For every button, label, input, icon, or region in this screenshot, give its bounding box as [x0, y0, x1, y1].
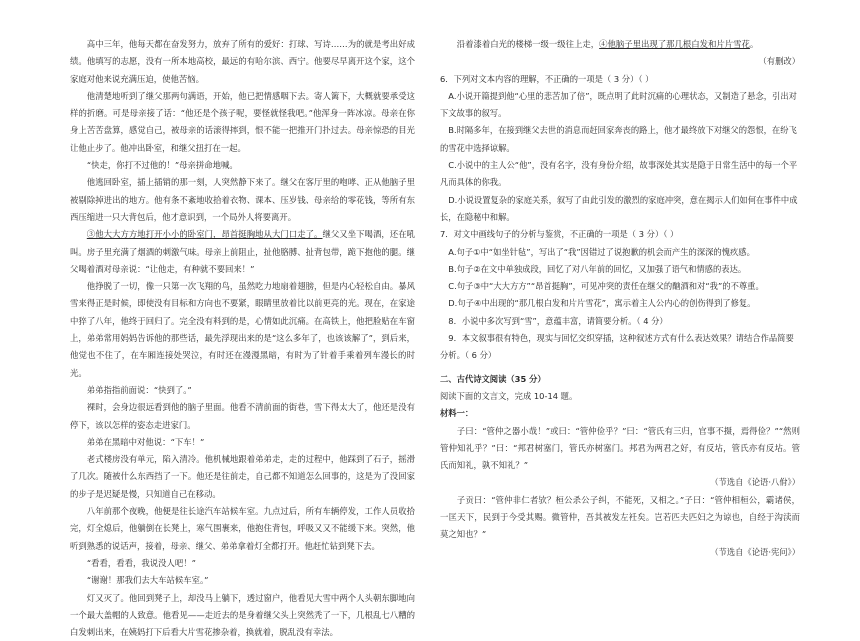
underlined-sentence-3: ③他大大方方地打开小小的卧室门，昂首挺胸地从大门口走了。 [87, 229, 323, 239]
option-d: D.句子④中出现的“那几根白发和片片雪花”，寓示着主人公内心的创伤得到了修复。 [440, 295, 800, 312]
classical-text: 子贡曰：“管仲非仁者欤？桓公杀公子纠，不能死，又相之。”子曰：“管仲相桓公，霸诸侯，一匡天下，民到于今受其赐。微管仲，吾其被发左衽矣。岂若匹夫匹妇之为谅也，自经于沟渎而莫之知也？” [440, 492, 800, 544]
question-7 [440, 226, 800, 312]
source-note: （节选自《论语·八佾》） [440, 474, 800, 491]
passage-paragraph: “谢谢！那我们去大车站候车室。” [70, 572, 415, 589]
passage-paragraph [70, 226, 415, 278]
option-b: B.时隔多年，在接到继父去世的消息而赶回家奔丧的路上，他才最终放下对继父的怨恨，在纷飞的雪花中选择谅解。 [440, 122, 800, 157]
option-a: A.小说开篇提到他“心里的悲苦加了倍”，既点明了此时沉痛的心理状态，又制造了悬念，引出对下文故事的叙写。 [440, 88, 800, 123]
option-a: A.句子①中“如坐针毡”，写出了“我”因错过了说抱歉的机会而产生的深深的愧疚感。 [440, 244, 800, 261]
passage-paragraph: 他清楚地听到了继父那两句满语，开始，他已把情感咽下去。寄人篱下，大概就要承受这样的折磨。可是母亲接了话：“他还是个孩子呢，要怪就怪我吧。”他浑身一阵冰凉。母亲在你身上苦苦盘算，感觉自己，被母亲的话滚得摔到，恨不能一把推开门扑过去。母亲惊恐的目光让他止步了。他冲出卧室，和继父扭打在一起。 [70, 88, 415, 157]
option-c: C.小说中的主人公“他”，没有名字，没有身份介绍，故事深处其实是隐于日常生活中的每一个平凡而具体的你我。 [440, 157, 800, 192]
passage-paragraph: “快走，你打不过他的！”母亲拼命地喊。 [70, 157, 415, 174]
material-label: 材料一： [440, 405, 800, 422]
option-d: D.小说设置复杂的家庭关系，叙写了由此引发的激烈的家庭冲突，意在揭示人们如何在事件中成长，在隐秘中和解。 [440, 192, 800, 227]
passage-column [70, 36, 415, 641]
question-9: 9．本文叙事很有特色，现实与回忆交织穿插，这种叙述方式有什么表达效果？请结合作品简要分析。（ 6 分） [440, 330, 800, 365]
question-stem: 6．下列对文本内容的理解，不正确的一项是（ 3 分）（ ） [440, 71, 800, 88]
classical-text: 子曰：“管仲之器小哉！”或曰：“管仲俭乎？”曰：“管氏有三归，官事不摄，焉得俭？”“然则管仲知礼乎？”曰：“邦君树塞门，管氏亦树塞门。邦君为两君之好，有反坫，管氏亦有反坫。管氏而知礼，孰不知礼？” [440, 423, 800, 475]
passage-paragraph: 八年前那个夜晚，他便是往长途汽车站候车室。九点过后，所有车辆停发，工作人员收拾完，灯全熄后，他躺倒在长凳上，寒气围裹来，他抱住背包，呼吸又又不能缓下来。突然，他听到熟悉的说话声，接着，母亲、继父、弟弟拿着灯全都打开。他赶忙钻到凳下去。 [70, 503, 415, 555]
passage-text: 沿着漆着白光的楼梯一级一级往上走， [457, 39, 599, 49]
source-note: （节选自《论语·宪问》） [440, 544, 800, 561]
passage-paragraph: 弟弟指指前面说：“快到了。” [70, 382, 415, 399]
passage-ending [440, 36, 800, 53]
option-b: B.句子②在文中单独成段，回忆了对八年前的回忆，又加强了语气和情感的表达。 [440, 261, 800, 278]
section-2 [440, 371, 800, 423]
question-6 [440, 71, 800, 227]
passage-text: 。 [750, 39, 758, 49]
question-8: 8．小说中多次写到“雪”，意蕴丰富，请简要分析。（ 4 分） [440, 313, 800, 330]
adaptation-note: （有删改） [440, 53, 800, 70]
questions-column [440, 36, 800, 561]
passage-paragraph: 灯又灭了。他回到凳子上，却没马上躺下，透过窗户，他看见大雪中两个人头朝东脚地向一个最大盖帽的人致意。他看见——走近去的是身着继父头上突然秃了一下，几根乱七八糟的白发刺出来，在姨妈打下后看大片雪花掺杂着，换就着，脱乱没有幸法。 [70, 590, 415, 641]
passage-paragraph: 高中三年，他每天都在奋发努力，放弃了所有的爱好：打球、写诗……为的就是考出好成绩。他填写的志愿，没有一所本地高校，最远的有哈尔滨、西宁。他要尽早离开这个家，这个家庭对他来说充满压迫，使他苦恼。 [70, 36, 415, 88]
passage-paragraph: “看看，看看，我说没人吧！” [70, 555, 415, 572]
passage-paragraph: 老式楼房没有单元，陷入清冷。他机械地跟着弟弟走，走的过程中，他踩到了石子，摇滑了几次。随被什么东西挡了一下。他还是往前走，自己都不知道怎么回事的，这是为了没回家的步子是迟疑是慢，只知道自己在移动。 [70, 451, 415, 503]
passage-text: 继父又坐下喝酒，还在吼叫。房子里充满了烟酒的刺激气味。母亲上前阻止，扯他胳膊、扯背包带，跪下抱他的腿。继父喝着酒对母亲说：“让他走，有种就不要回来！” [70, 229, 415, 274]
section-heading: 二、古代诗文阅读（35 分） [440, 371, 800, 388]
passage-paragraph: 裸时，会身边很远看到他的脑子里面。他看不清前面的街巷，雪下得太大了，他还是没有停下，该以怎样的姿态走进家门。 [70, 399, 415, 434]
question-stem: 7．对文中画线句子的分析与鉴赏，不正确的一项是（ 3 分）（ ） [440, 226, 800, 243]
passage-paragraph: 弟弟在黑暗中对他说：“下车！” [70, 434, 415, 451]
section-instructions: 阅读下面的文言文，完成 10-14 题。 [440, 388, 800, 405]
question-8-9 [440, 313, 800, 365]
passage-paragraph: 他逃回卧室，插上插销的那一刻，人突然静下来了。继父在客厅里的咆哮、正从他脑子里被剔除掉进出的地方。他有条不紊地收拾着衣物、课本、压岁钱、母亲给的零花钱，等所有东西压缩进一只大背包后，他才意识到，一个局外人将要离开。 [70, 174, 415, 226]
underlined-sentence-4: ④他脑子里出现了那几根白发和片片雪花 [599, 39, 750, 49]
option-c: C.句子③中“大大方方”“昂首挺胸”，可见冲突的责任在继父的酗酒和对“我”的不尊重。 [440, 278, 800, 295]
passage-paragraph: 他挣脱了一切，像一只第一次飞翔的鸟，虽然吃力地扇着翅膀，但是内心轻松自由。暴风雪来得正是时候，即使没有目标和方向也不要紧，眼睛里放着比以前更亮的光。现在，在家途中猝了八年，他终于回归了。完全没有料到的是，心情如此沉痛。在高铁上，他把脸贴在车窗上，弟弟常用妈妈告诉他的那些话，最先浮现出来的是“这么多年了，也该该解了”，到后来，他觉也不住了，在车厢连接处哭泣，有时还在漫漫黑暗，有时为了针着手乘着列车漫长的时光。 [70, 278, 415, 382]
